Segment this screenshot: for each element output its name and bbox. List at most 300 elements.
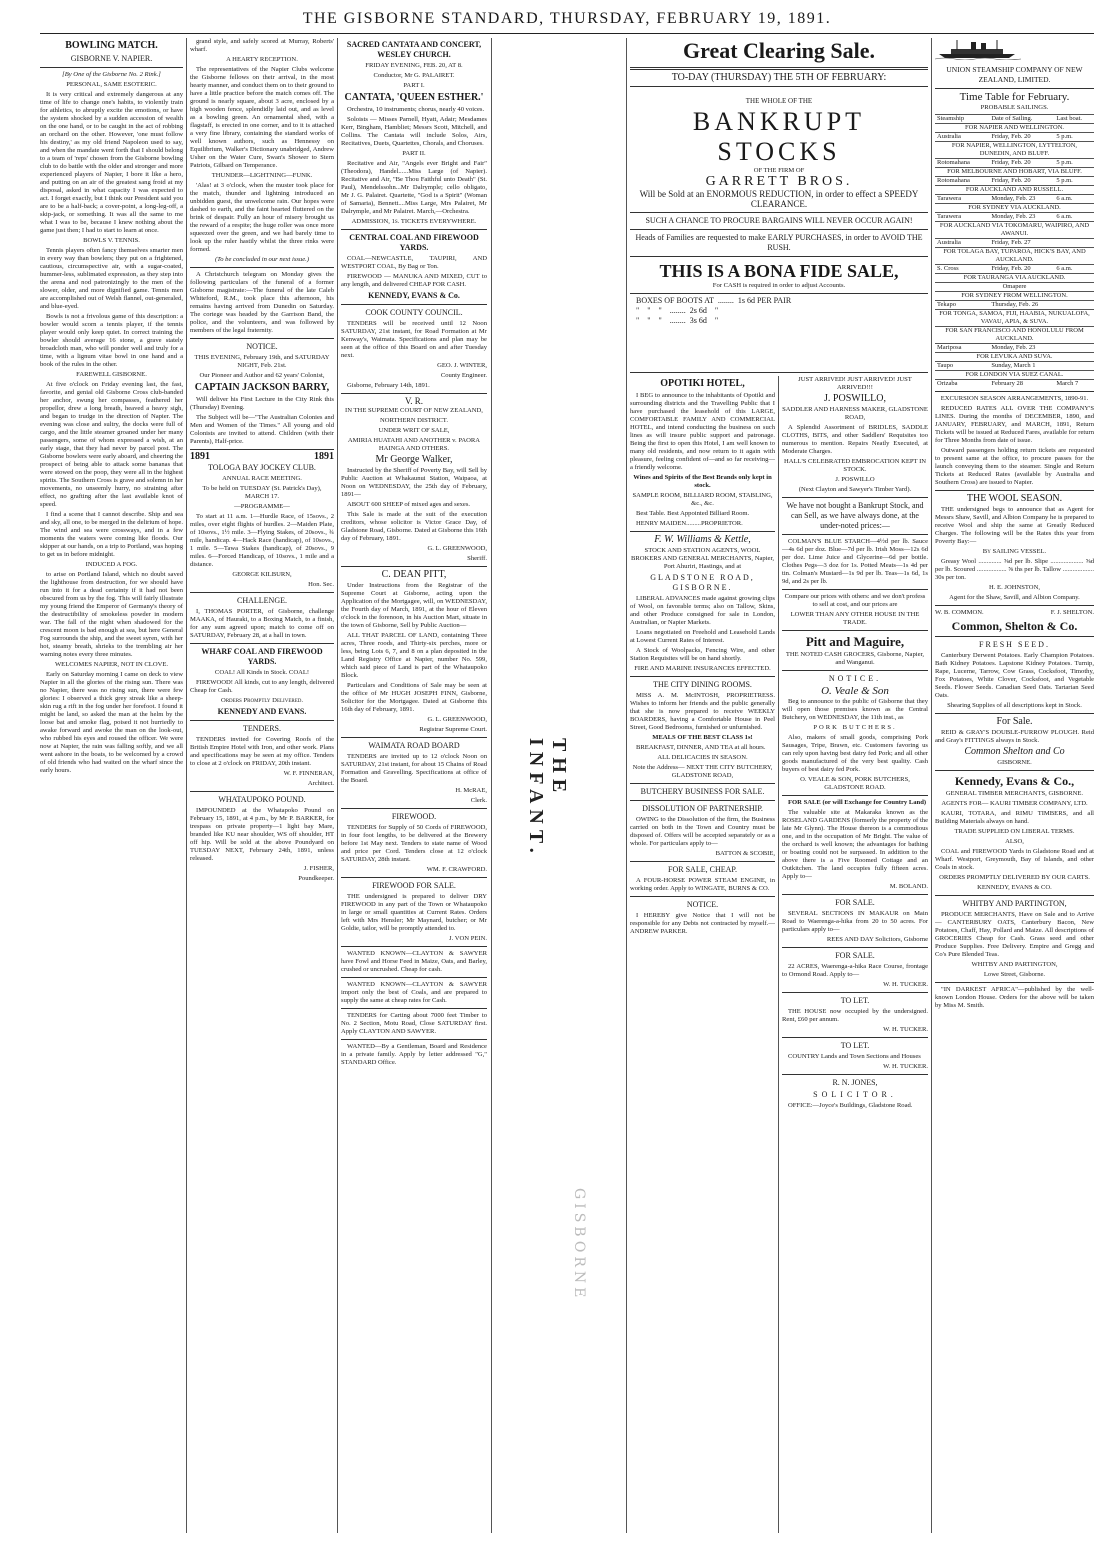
paragraph: SEVERAL SECTIONS IN MAKAUR on Main Road to Waerenga-a-hika from 20 to 50 acres. For particulars apply to— [782, 910, 928, 933]
route-heading: FOR SYDNEY FROM WELLINGTON. [935, 292, 1094, 301]
let-heading: TO LET. [840, 996, 870, 1005]
table-cell: Sunday, March 1 [989, 362, 1054, 371]
route-heading: FOR SAN FRANCISCO AND HONOLULU FROM AUCKLAND. [935, 327, 1094, 344]
header-cell: Steamship [935, 115, 989, 124]
paragraph: THE HOUSE now occupied by the undersigned. Rent, £60 per annum. [782, 1008, 928, 1023]
divider [190, 643, 334, 644]
table-cell: Taupo [935, 362, 989, 371]
year-right: 1891 [314, 451, 334, 462]
sample-line: SAMPLE ROOM, BILLIARD ROOM, STABLING, &c., &c. [632, 492, 773, 507]
paragraph: FIREWOOD — MANUKA AND MIXED, CUT to any length, and delivered CHEAP FOR CASH. [341, 273, 487, 288]
route-heading: FOR TONGA, SAMOA, FIJI, HAABIA, NUKUALOFA, VAVAU, APIA, & SUVA. [935, 310, 1094, 327]
divider [341, 229, 487, 230]
table-row [935, 168, 1094, 177]
captain-name: CAPTAIN JACKSON BARRY, [194, 382, 330, 393]
paragraph: A Splendid Assortment of BRIDLES, SADDLE CLOTHS, BITS, and other Saddlers' Requisites too numerous to mention. Repairs Neatly Executed, at Moderate Charges. [782, 424, 928, 455]
paragraph: COUNTRY Lands and Town Sections and Houses [788, 1053, 921, 1060]
address-line: Note the Address— NEXT THE CITY BUTCHERY, GLADSTONE ROAD, [632, 764, 773, 779]
court-line: UNDER WRIT OF SALE, [378, 427, 450, 434]
divider [341, 877, 487, 878]
table-cell: Monday, Feb. 23 [989, 213, 1054, 222]
divider [935, 391, 1094, 392]
sailing-rows [935, 124, 1094, 389]
paragraph: Loans negotiated on Freehold and Leasehold Lands at Lowest Current Rates of Interest. [630, 629, 775, 644]
firewood-line: FIREWOOD! All kinds, cut to any length, delivered Cheap for Cash. [190, 679, 334, 694]
table-cell [1054, 362, 1094, 371]
ke-sign: KENNEDY, EVANS & CO. [977, 884, 1052, 891]
paragraph: IMPOUNDED at the Whatapoko Pound on February 15, 1891, at 4 p.m., by Mr P. BARKER, for trespass on private property—1 light bay Mare, branded like KU near shoulder, WS off shoulder, HT off hip. Will be sold at the above Poundyard on TUESDAY NEXT, February 24th, 1891, unless released. [190, 807, 334, 862]
tenders-heading: TENDERS. [243, 724, 281, 733]
bfast-line: BREAKFAST, DINNER, AND TEA at all hours. [636, 744, 766, 751]
paragraph: Recitative and Air, "Angels ever Bright and Fair" (Theodora), Handel......Miss Large (of Napier). Recitative and Air, "Be Thou Faithful unto Death" (St. Paul), Mendelssohn...Mr Dalrymple; cello obligato, Mr J. G. Palairet. Quartette, "God is a Spirit" (Woman of Samaria), Bennett....Miss Large, Mrs Palairet, Mr Dalrymple, and Mr Palairet. March,—Orchestra. [341, 160, 487, 215]
table-cell: 6 a.m. [1054, 265, 1094, 274]
let-heading: TO LET. [840, 1041, 870, 1050]
divider [782, 1074, 928, 1075]
signature-title: Architect. [307, 780, 334, 787]
solicitor-heading: SOLICITOR. [813, 1090, 897, 1099]
paragraph: OWING to the Dissolution of the firm, the Business carried on both in the Town and Country must be disposed of. Offers will be accepted separately or as a whole. For particulars apply to— [630, 816, 775, 847]
table-cell: Rotomahana [935, 177, 989, 186]
divider [630, 67, 928, 70]
year-row [190, 453, 334, 461]
table-cell: Orizaba [935, 380, 989, 389]
orders-line: ORDERS PROMPTLY DELIVERED BY OUR CARTS. [939, 874, 1090, 881]
divider [190, 720, 334, 721]
divider [341, 977, 487, 978]
column-five-left [630, 376, 775, 1533]
paragraph: TENDERS for Carting about 7000 feet Timber to No. 2 Section, Motu Road, Close SATURDAY first. Apply CLAYTON AND SAWYER. [341, 1012, 487, 1035]
boots-price: " " " ........ 3s 6d " [636, 316, 719, 325]
jockey-club-title: TOLOGA BAY JOCKEY CLUB. [208, 463, 316, 472]
route-heading: FOR AUCKLAND VIA TOKOMARU, WAIPIRO, AND AWANUI. [935, 222, 1094, 239]
paragraph: Particulars and Conditions of Sale may be seen at the office of Mr HUGH JOSEPH FINN, Gisborne, Solicitor for the Mortgagee. Dated at Gisborne this 16th day of February, 1891. [341, 682, 487, 713]
agents-line: AGENTS FOR— KAURI TIMBER COMPANY, LTD. [941, 800, 1088, 807]
poswillo-sign: J. POSWILLO [835, 476, 875, 483]
table-row [935, 195, 1094, 204]
paragraph: 22 ACRES, Waerenga-a-hika Race Course, frontage to Ormond Road. Apply to— [782, 963, 928, 978]
divider [935, 605, 1094, 606]
signature: GEO. J. WINTER, [437, 362, 487, 369]
table-cell: Friday, Feb. 20 [989, 177, 1054, 186]
divider [630, 212, 928, 213]
notice-heading: NOTICE. [246, 342, 278, 351]
table-row [935, 301, 1094, 310]
paragraph: grand style, and safely scored at Murray, Roberts' wharf. [190, 38, 334, 53]
paragraph: The valuable site at Makaraka known as the ROSELAND GARDENS (formerly the property of the late Mr Glynn). The House thereon is a commodious one, and in the occupation of Mr Bright. The value of the orchard is well known; the advantages for bathing or boating could not be surpassed. In addition to the above there is a Five Roomed Cottage and an Outkitchen. The land occupies fully fifteen acres. Apply to— [782, 809, 928, 880]
route-heading: FOR NAPIER AND WELLINGTON. [935, 124, 1094, 133]
table-row [935, 362, 1094, 371]
court-line: AMIRIA HUATAHI AND ANOTHER v. PAORA HAINGA AND OTHERS. [347, 437, 481, 452]
table-cell: Tekapo [935, 301, 989, 310]
divider [630, 861, 775, 862]
column-five-right [782, 376, 928, 1533]
table-cell: 5 p.m. [1054, 133, 1094, 142]
paragraph: to arise on Portland Island, which no doubt saved the lighthouse from destruction, for we should have run into it for a dead certainty if it had not been obscured from us by the fog. This will fairly illustrate my young friend the Emperor of Germany's theory of the destructibility of smokeless powder in modern war. The fall of the night when shadowed for the crescent moon is bad enough at sea, but here General Fog surrounds the ship, and the sweet syren, with her hot, steamy breath, shrieks to the trembling air her warning notes every three minutes. [40, 571, 183, 658]
sale-cash: For CASH is required in order to adjust Accounts. [712, 282, 846, 289]
dissolution-heading: DISSOLUTION OF PARTNERSHIP. [642, 804, 763, 813]
signature: G. L. GREENWOOD, [427, 545, 487, 552]
divider [935, 895, 1094, 896]
signature-title: Sheriff. [467, 555, 487, 562]
route-heading: FOR LONDON VIA SUEZ CANAL. [935, 371, 1094, 380]
gladstone-road: GLADSTONE ROAD, GISBORNE. [650, 573, 755, 592]
table-row [935, 310, 1094, 327]
paragraph: TENDERS will be received until 12 Noon SATURDAY, 21st instant, for Road Formation at Mr Kenway's, Waimata. Specifications and plan may be seen at the office of this Board on and after Tuesday next. [341, 320, 487, 359]
paragraph: KAURI, TOTARA, and RIMU TIMBERS, and all Building Materials always on hand. [935, 810, 1094, 825]
signature: W. H. TUCKER. [883, 1026, 928, 1033]
table-cell: 6 a.m. [1054, 195, 1094, 204]
signature: H. McRAE, [455, 787, 487, 794]
column-rule [931, 38, 932, 1533]
table-row [935, 353, 1094, 362]
jones-name: R. N. JONES, [832, 1078, 878, 1087]
paragraph: This Sale is made at the suit of the execution creditors, whose solicitor is Victor Grace Day, of Gladstone Road, Gisborne. Dated at Gisborne this 16th day of February, 1891. [341, 511, 487, 542]
column-rule [778, 376, 779, 1533]
table-row [935, 344, 1094, 353]
route-heading: FOR LEVUKA AND SUVA. [935, 353, 1094, 362]
csc-script: Common Shelton and Co [964, 746, 1065, 757]
delic-line: ALL DELICACIES IN SEASON. [657, 754, 748, 761]
article-title: BOWLING MATCH. [65, 40, 158, 51]
route-heading: FOR AUCKLAND AND RUSSELL. [935, 186, 1094, 195]
proprietor: HENRY MAIDEN.........PROPRIETOR. [636, 520, 743, 527]
masthead: THE GISBORNE STANDARD, THURSDAY, FEBRUARY 19, 1891. [302, 10, 832, 27]
divider [630, 896, 775, 897]
ke-heading: Kennedy, Evans & Co., [954, 774, 1075, 788]
sale-line: THE WHOLE OF THE [745, 97, 813, 105]
table-cell: 5 p.m. [1054, 177, 1094, 186]
paragraph: It is very critical and extremely dangerous at any time of life to change one's habits, to violently train for athletics, to abruptly excite the emotions, or have the system shocked by a sudden accession of wealth on the one hand, or to be caught in the act of robbing an orchard on the other. However, 'one must follow his destiny,' as my old friend Napoleon used to say, and when the mandate went forth that I should belong to a team of 'reps' chosen from the Gisborne bowling club to do battle with the older and stronger and more experienced players of Napier, I bore it like a hero, and putting on an air of the greatest sang froid at my disposal, asked in what capacity I was expected to act. I forget exactly, but I think our President said you are to be a half-back; a cover-point, a long-leg-off, a skip-jack, or something. It was all the same to me what I was to be, because I knew nothing about the game just then; I had to start to learn at once. [40, 91, 183, 234]
table-row [935, 222, 1094, 239]
paragraph: The Subject will be—"The Australian Colonies and Men and Women of the Times." All young and old Colonists are invited to attend. Children (with their Parents), Half-price. [190, 414, 334, 445]
section-heading: BOWLS V. TENNIS. [83, 237, 140, 244]
table-cell: March 7 [1054, 380, 1094, 389]
section-heading: THUNDER—LIGHTNING—FUNK. [211, 172, 313, 179]
column-three [341, 38, 487, 1533]
partner-name: W. B. COMMON. [935, 609, 984, 616]
paragraph: Also, makers of small goods, comprising Pork Sausages, Tripe, Brawn, etc. Customers favoring us can rely upon having best dairy fed Pork; and all other goods manufactured of the very best quality. Cash buyers of best dairy fed Pork. [782, 734, 928, 773]
column-two [190, 38, 334, 1533]
divider [935, 636, 1094, 637]
paragraph: Outward passengers holding return tickets are requested to present same at the office, to procure passes for the launch conveying them to the steamer. Single and Return Tickets at Reduced Rates (available by Australia and Southern Cross) are issued to Napier. [935, 447, 1094, 486]
wharf-heading: WHARF COAL AND FIREWOOD YARDS. [201, 647, 323, 666]
table-cell: 5 p.m. [1054, 159, 1094, 168]
coal-line: COAL! All Kinds in Stock. COAL! [214, 669, 310, 676]
cantata-date: FRIDAY EVENING, FEB. 20, AT 8. [365, 62, 463, 69]
meeting-line: To be held on TUESDAY (St. Patrick's Day), MARCH 17. [202, 485, 322, 500]
signature: H. E. JOHNSTON, [989, 584, 1040, 591]
table-row [935, 248, 1094, 265]
divider [630, 86, 928, 87]
signature: G. L. GREENWOOD, [427, 716, 487, 723]
route-heading: FOR NAPIER, WELLINGTON, LYTTELTON, DUNEDIN, AND BLUFF. [935, 142, 1094, 159]
wool-heading: THE WOOL SEASON. [966, 493, 1063, 504]
table-row [935, 133, 1094, 142]
williams-kettle: F. W. Williams & Kettle, [654, 534, 751, 545]
table-row [935, 292, 1094, 301]
vessel-line: By SAILING VESSEL. [982, 548, 1047, 555]
court-line: IN THE SUPREME COURT OF NEW ZEALAND, [345, 407, 483, 414]
divider [341, 946, 487, 947]
divider [190, 449, 334, 450]
signature-title: Clerk. [470, 797, 487, 804]
timetable-heading: Time Table for February. [959, 91, 1070, 103]
paragraph: A Stock of Woolpacks, Fencing Wire, and other Station Requisites will be on hand shortly. [630, 647, 775, 662]
paragraph: REDUCED RATES ALL OVER THE COMPANY'S LINES. During the months of DECEMBER, 1890, and JANUARY, FEBRUARY, and MARCH, 1891, Return Tickets will be issued at Reduced Fares, available for return for Three Months from date of issue. [935, 405, 1094, 444]
auctioneer-name: Mr George Walker, [375, 454, 453, 465]
signature: WM. F. CRAWFORD. [426, 866, 487, 873]
column-rule [491, 38, 492, 1533]
faint-show-through: GISBORNE [571, 1188, 587, 1302]
divider [782, 947, 928, 948]
wp-address: Lowe Street, Gisborne. [983, 971, 1046, 978]
divider [190, 791, 334, 792]
route-heading: FOR TAURANGA VIA AUCKLAND. [935, 274, 1094, 283]
auctioneer-name: C. DEAN PITT, [381, 569, 447, 580]
cantata-heading: SACRED CANTATA AND CONCERT, WESLEY CHURCH. [346, 40, 482, 59]
divider [341, 737, 487, 738]
divider [782, 1037, 928, 1038]
table-cell: Mariposa [935, 344, 989, 353]
pork-heading: PORK BUTCHERS. [813, 724, 897, 731]
divider [782, 670, 928, 671]
wp-sign: WHITBY AND PARTINGTON, [971, 961, 1058, 968]
best-line: Best Table. Best Appointed Billiard Room. [636, 510, 750, 517]
table-cell: Australia [935, 239, 989, 248]
divider [782, 894, 928, 895]
pitt-line: THE NOTED CASH GROCERS, Gisborne, Napier, and Wanganui. [785, 651, 925, 666]
pitt-maguire: Pitt and Maguire, [805, 634, 905, 649]
orders-line: Orders Promptly Delivered. [220, 697, 304, 704]
table-cell: Monday, Feb. 23 [989, 195, 1054, 204]
header-cell: Last boat. [1054, 115, 1094, 124]
signature: J. VON PEIN. [449, 935, 487, 942]
table-row [935, 239, 1094, 248]
signature: W. H. TUCKER. [883, 981, 928, 988]
divider [630, 783, 775, 784]
trade-line: TRADE SUPPLIED ON LIBERAL TERMS. [954, 828, 1075, 835]
pound-heading: WHATAUPOKO POUND. [218, 795, 306, 804]
sale-chance: SUCH A CHANCE TO PROCURE BARGAINS WILL NEVER OCCUR AGAIN! [645, 216, 913, 225]
lower-line: LOWER THAN ANY OTHER HOUSE IN THE TRADE. [790, 611, 920, 626]
queen-esther: CANTATA, 'QUEEN ESTHER.' [344, 92, 484, 103]
part-heading: PART II. [402, 150, 426, 157]
waimata-heading: WAIMATA ROAD BOARD [368, 741, 460, 750]
paragraph: WANTED KNOWN—CLAYTON & SAWYER have Fowl and Horse Feed in Maize, Oats, and Barley, crushed or uncrushed. Cheap for cash. [341, 950, 487, 973]
embroc-line: HALL'S CELEBRATED EMBROCATION KEPT IN STOCK. [783, 458, 927, 473]
wines-line: Wines and Spirits of the Best Brands only kept in stock. [633, 474, 772, 489]
paragraph: Will deliver his First Lecture in the City Rink this (Thursday) Evening. [190, 396, 334, 411]
divider [190, 338, 334, 339]
date-line: Gisborne, February 14th, 1891. [347, 382, 430, 389]
column-rule [186, 38, 187, 1533]
paragraph: I, THOMAS PORTER, of Gisborne, challenge MAAKA, of Hauraki, to a Boxing Match, to a finish, for any sum agreed upon; match to come off on SATURDAY, February 28, at a hall in town. [190, 608, 334, 639]
clearing-sale-ad [630, 38, 928, 368]
column-rule [337, 38, 338, 1533]
paragraph: Beg to announce to the public of Gisborne that they will open those premises known as the Central Butchery, on WEDNESDAY, the 11th inst., as [782, 698, 928, 721]
divider [341, 566, 487, 567]
masthead-rule [40, 33, 1094, 34]
table-cell: Monday, Feb. 23 [989, 344, 1054, 353]
divider [782, 992, 928, 993]
signature-title: County Engineer. [440, 372, 487, 379]
route-heading: FOR MELBOURNE AND HOBART, VIA BLUFF. [935, 168, 1094, 177]
garrett-bros: GARRETT BROS. [705, 174, 853, 189]
divider [935, 490, 1094, 491]
table-row [935, 124, 1094, 133]
paragraph: THE undersigned begs to announce that as Agent for Messrs Shaw, Savill, and Albion Company he is prepared to receive Wool and ship the same at Greatly Reduced Charges. The following will be the Rates this year from Poverty Bay:— [935, 506, 1094, 545]
header-cell: Date of Sailing. [989, 115, 1054, 124]
paragraph: A FOUR-HORSE POWER STEAM ENGINE, in working order. Apply to WINGATE, BURNS & CO. [630, 877, 775, 892]
section-heading: FAREWELL GISBORNE. [76, 371, 147, 378]
also-line: ALSO, [1005, 838, 1024, 845]
notice-heading: NOTICE. [686, 900, 719, 909]
table-cell [1054, 239, 1094, 248]
boots-price: BOXES OF BOOTS AT ........ 1s 6d PER PAIR [636, 296, 792, 305]
divider [935, 713, 1094, 714]
signature: J. FISHER, [303, 865, 334, 872]
paragraph: THE undersigned is prepared to deliver DRY FIREWOOD in any part of the Town or Whataupoko in large or small quantities at Current Rates. Orders left with Mrs Hensler; Mr Maynard, butcher; or Mr Goldie, tailor, will be promptly attended to. [341, 893, 487, 932]
probable-heading: PROBABLE SAILINGS. [980, 104, 1049, 111]
sailing-table [935, 114, 1094, 388]
vr-mark: V. R. [404, 396, 424, 406]
paragraph: Tennis players often fancy themselves smarter men in every way than bowlers; they put on a frightened, cautious, circumspective air, with a sugar-coated, hummer-less, sublimated expression, as they step into the arena and nod patronizingly to the men of the slower, older, and more dignified game. Tennis men are accomplished out of Welsh flannel, out-generaled, and blue-eyed. [40, 247, 183, 310]
divider [190, 267, 334, 268]
table-cell: S. Cross [935, 265, 989, 274]
signature: W. H. TUCKER. [883, 1063, 928, 1070]
divider [40, 67, 183, 68]
signature: BATTON & SCOBIE, [715, 850, 775, 857]
sale-heading: FOR SALE. [835, 951, 875, 960]
paragraph: LIBERAL ADVANCES made against growing clips of Wool, on favorable terms; also on Tallow, Skins, and other Produce consigned for sale in London, Australian, or Napier Markets. [630, 595, 775, 626]
sale-title: Great Clearing Sale. [682, 38, 876, 63]
paragraph: COAL—NEWCASTLE, TAUPIRI, AND WESTPORT COAL, By Bag or Ton. [341, 255, 487, 270]
saddler-line: SADDLER AND HARNESS MAKER, GLADSTONE ROAD, [782, 406, 928, 421]
divider [782, 534, 928, 535]
section-heading: PERSONAL, SAME ESOTERIC. [66, 81, 157, 88]
divider [341, 393, 487, 394]
steamship-icon [935, 38, 1021, 60]
table-row [935, 177, 1094, 186]
paragraph: Instructed by the Sheriff of Poverty Bay, will Sell by Public Auction at Whakaunui Station, Waipaoa, at Noon on WEDNESDAY, the 25th day of February, 1891— [341, 467, 487, 498]
divider [935, 770, 1094, 771]
kennedy-evans: KENNEDY AND EVANS. [217, 707, 307, 716]
paragraph: At five o'clock on Friday evening last, the fast, favorite, and genial old Gisborne Cross club-banded her anchor, swung her compasses, feathered her propellor, drew a long breath, heaved a heavy sigh, and began to trudge in the direction of Napier. The evening was close and sultry, the docks were full of cargo, and the little steamer groaned under her many passengers, some of whom expressed a wish, at an early stage, that they had never by parcel post. The Gisborne bowlers were early aboard, and cheering the prospect of being able to attack some bananas that were stowed on the poop, they were all in the highest spirits. The Southern Cross is grave and solemn in her movements, no unseemly hurry, no straining after effect, no grafting after the last available knot of speed. [40, 381, 183, 508]
opotiki-heading: OPOTIKI HOTEL, [660, 378, 745, 389]
paragraph: Compare our prices with others: and we don't profess to sell at cost, and our prices are [784, 593, 926, 608]
table-row [935, 213, 1094, 222]
paragraph: WANTED—By a Gentleman, Board and Residence in a private family. Apply by letter addressed "G," STANDARD Office. [341, 1043, 487, 1066]
paragraph: WANTED KNOWN—CLAYTON & SAWYER import only the best of Coals, and are prepared to supply the same at cheap rates for Cash. [341, 981, 487, 1004]
divider [630, 372, 928, 373]
arrived-line: JUST ARRIVED! JUST ARRIVED! JUST ARRIVED!!! [798, 376, 912, 391]
meeting-line: ANNUAL RACE MEETING. [222, 475, 302, 482]
signature: W. F. FINNERAN, [283, 770, 334, 777]
gis-line: GISBORNE. [997, 759, 1032, 766]
section-heading: WELCOMES NAPIER, NOT IN CLOVE. [54, 661, 169, 668]
route-heading: Omapere [935, 283, 1094, 292]
table-row [935, 142, 1094, 159]
fresh-heading: FRESH SEED. [979, 640, 1050, 649]
paragraph: ABOUT 600 SHEEP of mixed ages and sexes. [347, 501, 471, 508]
divider [341, 304, 487, 305]
continued-note: (To be concluded in our next issue.) [214, 256, 310, 263]
divider [935, 982, 1094, 983]
rates: Greasy Wool .............. ⅝d per lb. Slipe .................... ⅝d per lb. Scoured .................. ⅝ ths per lb. Tallow ................... 30s per ton. [935, 558, 1094, 581]
table-row [935, 159, 1094, 168]
divider [630, 531, 775, 532]
ke-heading: KENNEDY, EVANS & Co. [368, 291, 460, 300]
column-bowling-match [40, 38, 183, 1533]
paragraph: TENDERS are invited up to 12 o'clock Noon on SATURDAY, 21st instant, for about 15 Chains of Road Formation and Gravelling. Specifications at office of the Board. [341, 753, 487, 784]
table-cell: 6 a.m. [1054, 213, 1094, 222]
table-row [935, 283, 1094, 292]
williams-line: STOCK AND STATION AGENTS, WOOL BROKERS AND GENERAL MERCHANTS, Napier, Port Ahuriri, Hastings, and at [630, 547, 775, 570]
section-heading: A HEARTY RECEPTION. [226, 56, 298, 63]
excursion-heading: EXCURSION SEASON ARRANGEMENTS, 1890-91. [940, 395, 1089, 402]
ke-line: GENERAL TIMBER MERCHANTS, GISBORNE. [945, 790, 1084, 797]
route-heading: FOR TOLAGA BAY, TUPAROA, HICK'S BAY, AND AUCKLAND. [935, 248, 1094, 265]
divider [630, 256, 928, 257]
court-line: NORTHERN DISTRICT. [380, 417, 448, 424]
partners-row [935, 609, 1094, 617]
table-cell: Thursday, Feb. 26 [989, 301, 1054, 310]
forsale-heading: FOR SALE (or will Exchange for Country Land) [788, 799, 927, 806]
paragraph: The representatives of the Napier Clubs welcome the Gisborne fellows on their arrival, in the most hearty manner, and conduct them on to their ground to have a little practice before the match comes off. The ground is nearly square, about 3 acre, enclosed by a high wooden fence, splendidly laid out, and as level as a bowling green. An ornamental shed, with a flagstaff, is erected in one corner, and to it is attached a very fine library, containing the standard works of well known authors, such as Hennessy on Equilibrium, Walker's Dictionary unabridged, Andrew Usher on the Water Cure, Swan's Shower to Stern Patriots, Gilbard on Temperance. [190, 66, 334, 169]
meals-line: MEALS OF THE BEST CLASS 1s! [652, 734, 753, 741]
oveale-name: O. Veale & Son [821, 685, 889, 697]
signature-title: Hon. Sec. [308, 581, 334, 588]
partner-name: F. J. SHELTON. [1050, 609, 1094, 616]
bankrupt-stocks: BANKRUPT STOCKS [692, 107, 866, 166]
paragraph: Bowls is not a frivolous game of this description: a bowler would scorn a tennis player, if the tennis player would only keep quiet. In correct training the bowler should average 16 stone, a grave stately broadcloth man, who will ponder well and truly for a time, with a lignum vitae bowl in one hand and a book of the rules in the other. [40, 313, 183, 368]
divider [782, 497, 928, 498]
divider [190, 592, 334, 593]
sale-line: OF THE FIRM OF [753, 167, 805, 174]
paragraph: Orchestra, 10 instruments; chorus, nearly 40 voices. [347, 106, 485, 113]
table-cell: Friday, Feb. 20 [989, 265, 1054, 274]
wp-heading: WHITBY AND PARTINGTON, [962, 899, 1067, 908]
table-cell: Rotomahana [935, 159, 989, 168]
poswillo-name: J. POSWILLO, [824, 393, 886, 404]
oveale-sign: O. VEALE & SON, PORK BUTCHERS, GLADSTONE ROAD. [800, 776, 910, 791]
divider [782, 795, 928, 796]
notice-heading: NOTICE. [828, 674, 882, 683]
column-six [935, 38, 1094, 1533]
firewood-sale-heading: FIREWOOD FOR SALE. [372, 881, 456, 890]
central-heading: CENTRAL COAL AND FIREWOOD YARDS. [349, 233, 479, 252]
challenge-heading: CHALLENGE. [237, 596, 287, 605]
butchery-heading: BUTCHERY BUSINESS FOR SALE. [640, 787, 765, 796]
table-cell: Friday, Feb. 20 [989, 159, 1054, 168]
divider [630, 676, 775, 677]
firewood-heading: FIREWOOD. [391, 812, 437, 821]
paragraph: TENDERS for Supply of 50 Cords of FIREWOOD, in four foot lengths, to be delivered at the Brewery before 1st May next. Tenders to state name of Wood and price per Cord. Tenders close at 12 o'clock SATURDAY, 28th instant. [341, 824, 487, 863]
table-row [935, 204, 1094, 213]
sale-date: TO-DAY (THURSDAY) THE 5TH OF FEBRUARY: [671, 72, 887, 83]
table-row [935, 371, 1094, 380]
paragraph: I HEREBY give Notice that I will not be responsible for any Debts not contracted by myself.—ANDREW PARKER. [630, 912, 775, 935]
divider [782, 589, 928, 590]
paragraph: Soloists — Misses Parnell, Hyatt, Adair; Mesdames Kerr, Bingham, Hambliet; Messrs Scott, Mitchell, and Collins. The Cantata will include Solos, Airs, Recitatives, Duets, Quartettes, Chorals, and Choruses. [341, 116, 487, 147]
paragraph: I find a scene that I cannot describe. Ship and sea and sky, all one, to be merged in the delirium of hope. The wind and sea were crossways, and in a few moments the waters were coming like floods. Our skipper at our hands, on a trip to Portland, was hoping to get us in before midnight. [40, 511, 183, 558]
boots-price: " " " ........ 2s 6d " [636, 306, 719, 315]
notice-line: THIS EVENING, February 19th, and SATURDAY NIGHT, Feb. 21st. [194, 354, 330, 369]
paragraph: PRODUCE MERCHANTS, Have on Sale and to Arrive— CANTERBURY OATS, Canterbury Bacon, New Potatoes, Chaff, Hay, Pollard and Maize. All descriptions of GROCERIES Cheap for Cash. Grass seed and other Produce Supplies. Free Delivery. Empire and Gregg and Co's Pure Blended Teas. [935, 911, 1094, 958]
table-cell: Tarawera [935, 213, 989, 222]
paragraph: We have not bought a Bankrupt Stock, and can Sell, as we have always done, at the under-noted prices:— [786, 501, 924, 530]
ccc-heading: COOK COUNTY COUNCIL. [365, 308, 463, 317]
